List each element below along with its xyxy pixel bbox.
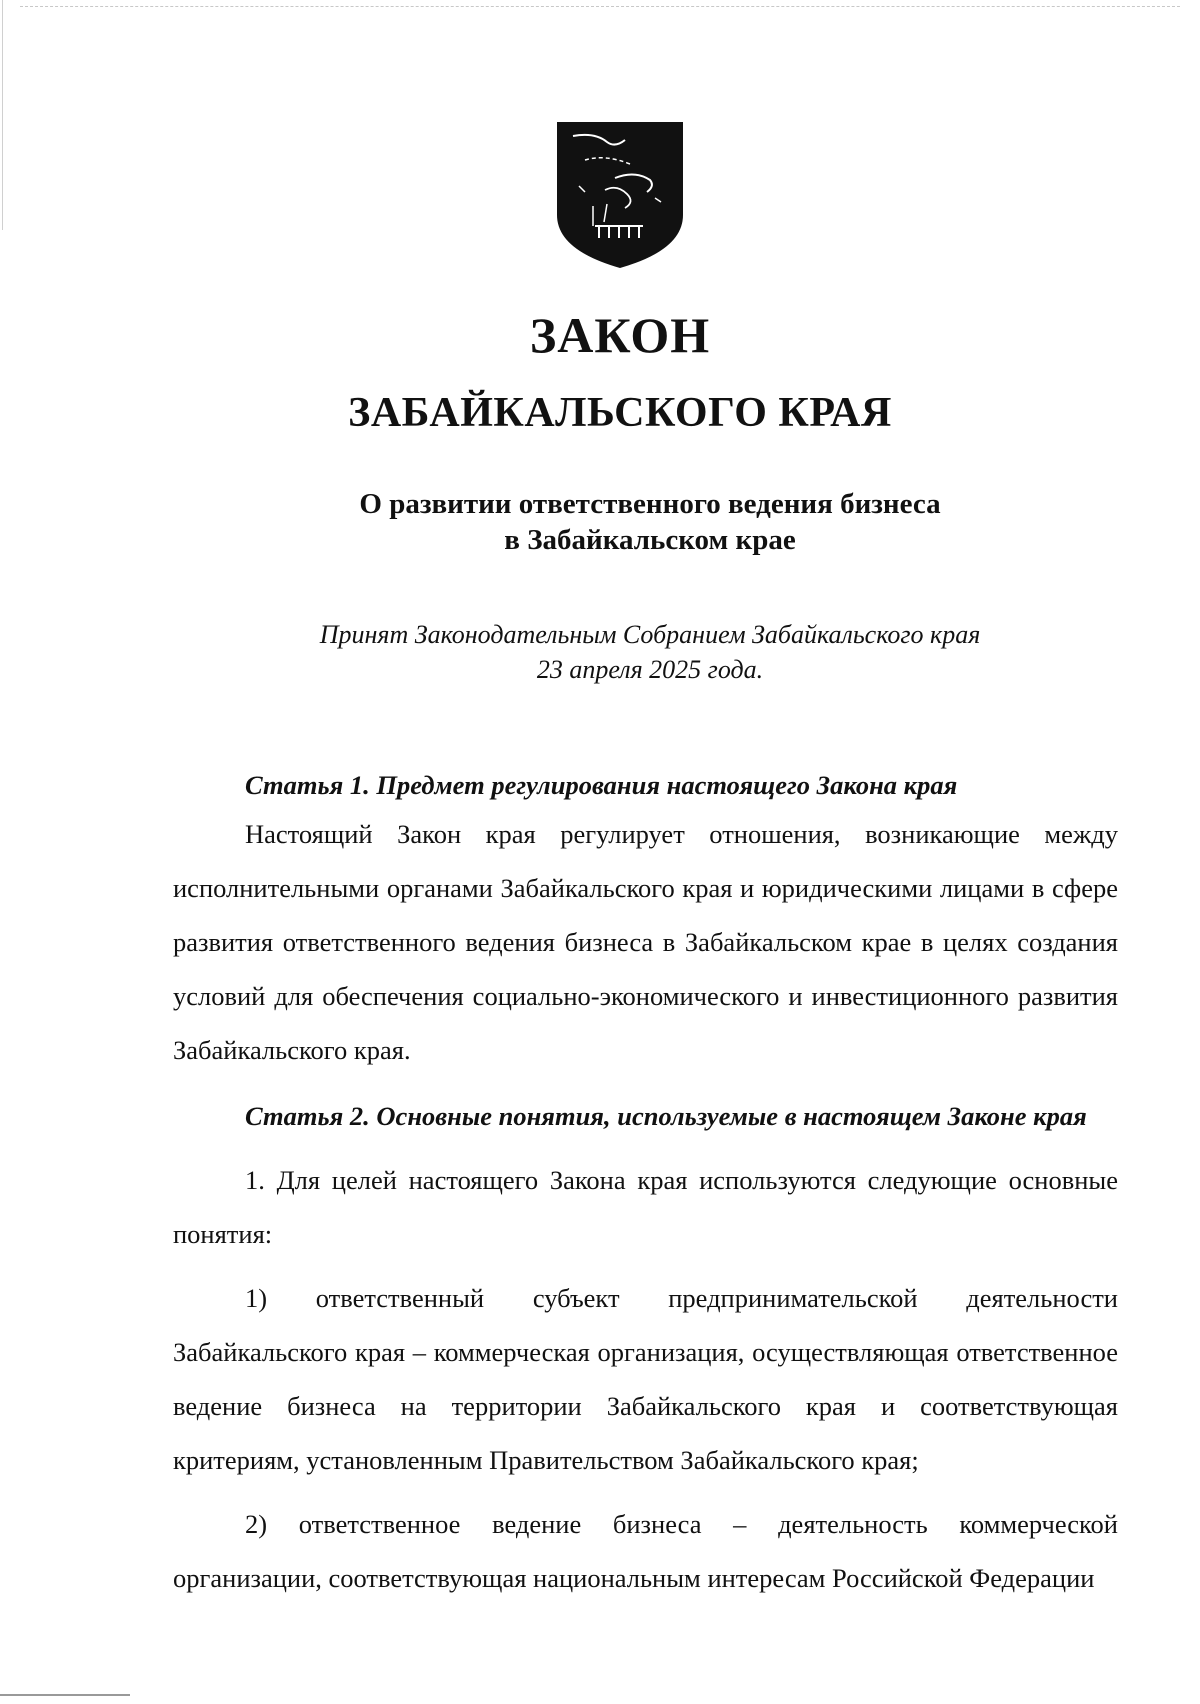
law-region-title: ЗАБАЙКАЛЬСКОГО КРАЯ <box>348 390 892 436</box>
law-title: ЗАКОН <box>529 307 711 363</box>
adoption-date: 23 апреля 2025 года. <box>536 655 764 684</box>
law-subject-line1: О развитии ответственного ведения бизнеса <box>359 488 941 520</box>
article-2-heading: Статья 2. Основные понятия, используемые в настоящем Законе края <box>245 1101 1087 1131</box>
law-body <box>173 758 1118 1605</box>
article-1-heading: Статья 1. Предмет регулирования настоящего Закона края <box>245 770 958 800</box>
article-2-paragraph-1: 1. Для целей настоящего Закона края используются следующие основные понятия: <box>173 1165 1118 1249</box>
law-subject-line2: в Забайкальском крае <box>504 524 796 556</box>
article-2-item-2: 2) ответственное ведение бизнеса – деятельность коммерческой организации, соответствующая национальным интересам Российской Федерации <box>173 1509 1118 1593</box>
adoption-line1: Принят Законодательным Собранием Забайкальского края <box>319 620 981 649</box>
article-2-item-1: 1) ответственный субъект предпринимательской деятельности Забайкальского края – коммерческая организация, осуществляющая ответственное ведение бизнеса на территории Забайкальского края и соответствующая критериям, установленным Правительством Забайкальского края; <box>173 1283 1118 1475</box>
scan-bottom-mark <box>0 1694 130 1696</box>
scan-top-border <box>20 6 1180 7</box>
article-1-text: Настоящий Закон края регулирует отношения, возникающие между исполнительными органами Забайкальского края и юридическими лицами в сфере развития ответственного ведения бизнеса в Забайкальском крае в целях создания условий для обеспечения социально-экономического и инвестиционного развития Забайкальского края. <box>173 819 1118 1065</box>
coat-of-arms-icon <box>555 120 685 270</box>
scan-left-edge <box>2 0 3 230</box>
